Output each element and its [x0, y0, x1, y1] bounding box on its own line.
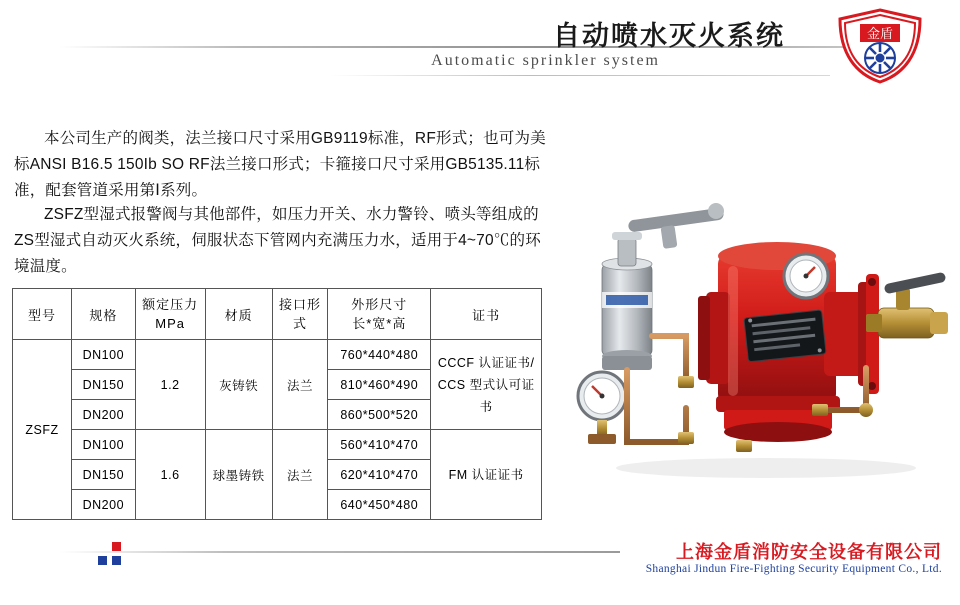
footer-divider — [60, 551, 620, 553]
cell-cert — [431, 340, 542, 430]
cell-spec: DN150 — [71, 460, 135, 490]
cert-line-2: CCS 型式认可证书 — [437, 377, 535, 414]
paragraph-2-text: ZSFZ型湿式报警阀与其他部件，如压力开关、水力警铃、喷头等组成的ZS型湿式自动灭火系统，伺服状态下管网内充满压力水，适用于4~70℃的环境温度。 — [14, 206, 541, 275]
col-header-pressure-line2: MPa — [155, 316, 185, 331]
paragraph-system-description — [14, 202, 554, 280]
table-header — [13, 289, 542, 340]
table-header-row — [13, 289, 542, 340]
footer-company-cn: 上海金盾消防安全设备有限公司 — [676, 542, 942, 562]
product-photo-alarm-valve — [566, 196, 952, 496]
col-header-connection-line1: 接口形 — [278, 297, 321, 312]
col-header-connection-line2: 式 — [292, 316, 307, 331]
col-header-pressure — [135, 289, 205, 340]
page-title: 自动喷水灭火系统 — [553, 21, 785, 51]
cell-connection: 法兰 — [272, 340, 328, 430]
table-row — [13, 430, 542, 460]
retard-chamber-graphic — [602, 232, 652, 370]
header-divider-bottom — [330, 75, 830, 76]
col-header-dimension-line1: 外形尺寸 — [351, 297, 408, 312]
cell-spec: DN100 — [71, 430, 135, 460]
cell-dimension: 620*410*470 — [328, 460, 431, 490]
table-row — [13, 340, 542, 370]
footer-decoration — [98, 542, 132, 574]
cell-pressure: 1.6 — [135, 430, 205, 520]
col-header-cert: 证书 — [431, 289, 542, 340]
company-logo — [834, 8, 926, 84]
cell-pressure: 1.2 — [135, 340, 205, 430]
cell-material: 球墨铸铁 — [205, 430, 272, 520]
cell-dimension: 560*410*470 — [328, 430, 431, 460]
col-header-dimension — [328, 289, 431, 340]
col-header-material: 材质 — [205, 289, 272, 340]
cell-material: 灰铸铁 — [205, 340, 272, 430]
cell-dimension: 810*460*490 — [328, 370, 431, 400]
cell-cert: FM 认证证书 — [431, 430, 542, 520]
col-header-pressure-line1: 额定压力 — [142, 297, 199, 312]
cell-spec: DN200 — [71, 490, 135, 520]
cell-spec: DN200 — [71, 400, 135, 430]
table-body — [13, 340, 542, 520]
cell-spec: DN100 — [71, 340, 135, 370]
cell-dimension: 760*440*480 — [328, 340, 431, 370]
decor-square-red — [112, 542, 121, 551]
cell-dimension: 860*500*520 — [328, 400, 431, 430]
logo-text: 金盾 — [866, 26, 894, 41]
decor-square-blue-2 — [112, 556, 121, 565]
page-subtitle: Automatic sprinkler system — [431, 52, 660, 69]
specification-table — [12, 288, 542, 520]
footer-company-en: Shanghai Jindun Fire-Fighting Security Equipment Co., Ltd. — [645, 563, 942, 575]
valve-handle-graphic — [628, 203, 725, 249]
cell-dimension: 640*450*480 — [328, 490, 431, 520]
pressure-gauge-left — [578, 372, 626, 444]
col-header-connection — [272, 289, 328, 340]
cell-connection: 法兰 — [272, 430, 328, 520]
paragraph-flange-standards — [14, 126, 554, 204]
col-header-model: 型号 — [13, 289, 72, 340]
decor-square-blue-1 — [98, 556, 107, 565]
pressure-gauge-top — [784, 254, 828, 298]
paragraph-1-text: 本公司生产的阀类，法兰接口尺寸采用GB9119标准，RF形式；也可为美标ANSI B16.5 150Ib SO RF法兰接口形式；卡箍接口尺寸采用GB5135.11标准，配套管道采用第Ⅰ系列。 — [14, 130, 546, 199]
cell-spec: DN150 — [71, 370, 135, 400]
page-header — [0, 0, 960, 90]
cert-line-1: CCCF 认证证书/ — [437, 355, 535, 370]
col-header-dimension-line2: 长*宽*高 — [352, 316, 407, 331]
col-header-spec: 规格 — [71, 289, 135, 340]
cell-model: ZSFZ — [13, 340, 72, 520]
